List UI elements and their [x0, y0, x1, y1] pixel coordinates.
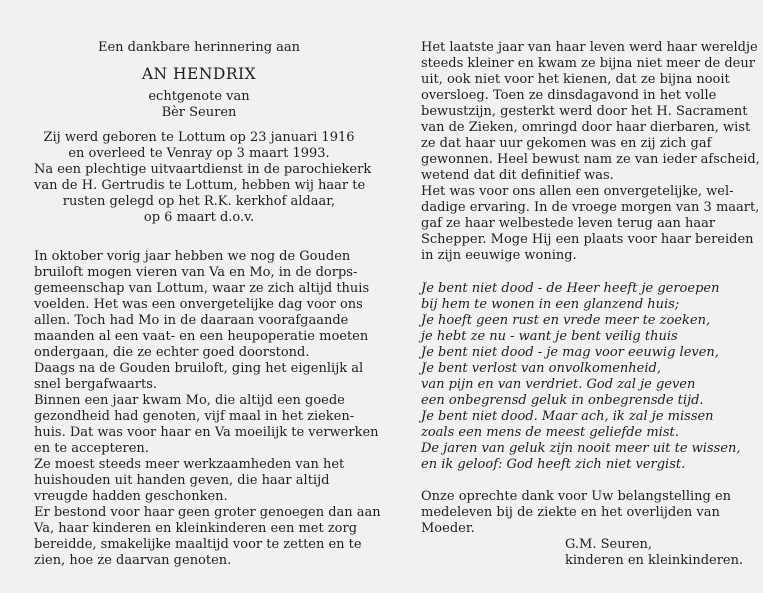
signature-line: G.M. Seuren,: [565, 537, 653, 552]
body-line: wetend dat dit definitief was.: [421, 168, 614, 183]
details-line: Zij werd geboren te Lottum op 23 januari 1916: [43, 130, 355, 145]
body-line: huis. Dat was voor haar en Va moeilijk te verwerken: [34, 425, 379, 440]
body-line: in zijn eeuwige woning.: [421, 248, 577, 263]
body-line: Er bestond voor haar geen groter genoegen dan aan: [34, 505, 381, 520]
body-line: bewustzijn, gesterkt werd door het H. Sacrament: [421, 104, 748, 119]
poem-line: je hebt ze nu - want je bent veilig thuis: [421, 329, 678, 344]
body-line: Ze moest steeds meer werkzaamheden van het: [34, 457, 345, 472]
body-line: zien, hoe ze daarvan genoten.: [34, 553, 232, 568]
signature-line: kinderen en kleinkinderen.: [565, 553, 744, 568]
body-line: allen. Toch had Mo in de daaraan voorafgaande: [34, 313, 349, 328]
body-line: oversloeg. Toen ze dinsdagavond in het volle: [421, 88, 717, 103]
husband-name: Bèr Seuren: [161, 105, 237, 120]
poem-line: bij hem te wonen in een glanzend huis;: [421, 297, 680, 312]
details-line: op 6 maart d.o.v.: [143, 210, 255, 225]
body-line: maanden al een vaat- en een heupoperatie moeten: [34, 329, 369, 344]
poem-line: Je bent niet dood. Maar ach, ik zal je missen: [421, 409, 714, 424]
body-line: bereidde, smakelijke maaltijd voor te zetten en te: [34, 537, 362, 552]
details-line: rusten gelegd op het R.K. kerkhof aldaar,: [62, 194, 336, 209]
body-line: gewonnen. Heel bewust nam ze van ieder afscheid,: [421, 152, 760, 167]
body-line: Schepper. Moge Hij een plaats voor haar bereiden: [421, 232, 754, 247]
poem-line: Je hoeft geen rust en vrede meer te zoeken,: [421, 313, 711, 328]
body-line: In oktober vorig jaar hebben we nog de Gouden: [34, 249, 351, 264]
body-line: gemeenschap van Lottum, waar ze zich altijd thuis: [34, 281, 370, 296]
body-line: uit, ook niet voor het kienen, dat ze bijna nooit: [421, 72, 730, 87]
poem-line: en ik geloof: God heeft zich niet vergist.: [421, 457, 686, 472]
body-line: van de Zieken, omringd door haar dierbaren, wist: [421, 120, 751, 135]
body-line: ze dat haar uur gekomen was en zij zich gaf: [421, 136, 712, 151]
body-line: gezondheid had genoten, vijf maal in het zieken-: [34, 409, 355, 424]
intro-line: Een dankbare herinnering aan: [97, 40, 301, 55]
relation-line: echtgenote van: [148, 89, 250, 104]
details-line: en overleed te Venray op 3 maart 1993.: [68, 146, 330, 161]
body-line: Va, haar kinderen en kleinkinderen een met zorg: [34, 521, 358, 536]
poem-line: Je bent verlost van onvolkomenheid,: [421, 361, 661, 376]
poem-line: De jaren van geluk zijn nooit meer uit te wissen,: [421, 441, 741, 456]
body-line: voelden. Het was een onvergetelijke dag voor ons: [34, 297, 363, 312]
deceased-name: AN HENDRIX: [141, 65, 257, 83]
body-line: en te accepteren.: [34, 441, 149, 456]
poem-line: Je bent niet dood - de Heer heeft je geroepen: [421, 281, 720, 296]
poem-line: zoals een mens de meest geliefde mist.: [421, 425, 679, 440]
poem-line: Je bent niet dood - je mag voor eeuwig leven,: [421, 345, 719, 360]
details-line: van de H. Gertrudis te Lottum, hebben wij haar te: [34, 178, 366, 193]
body-line: Het laatste jaar van haar leven werd haar wereldje: [421, 40, 758, 55]
body-line: Daags na de Gouden bruiloft, ging het eigenlijk al: [34, 361, 364, 376]
details-line: Na een plechtige uitvaartdienst in de parochiekerk: [34, 162, 372, 177]
body-line: gaf ze haar welbestede leven terug aan haar: [421, 216, 716, 231]
body-line: Binnen een jaar kwam Mo, die altijd een goede: [34, 393, 345, 408]
poem-line: een onbegrensd geluk in onbegrensde tijd.: [421, 393, 704, 408]
body-line: huishouden uit handen geven, die haar altijd: [34, 473, 330, 488]
thanks-line: Moeder.: [421, 521, 475, 536]
thanks-line: medeleven bij de ziekte en het overlijden van: [421, 505, 720, 520]
thanks-line: Onze oprechte dank voor Uw belangstelling en: [421, 489, 732, 504]
body-line: bruiloft mogen vieren van Va en Mo, in de dorps-: [34, 265, 358, 280]
body-line: dadige ervaring. In de vroege morgen van 3 maart,: [421, 200, 760, 215]
body-line: steeds kleiner en kwam ze bijna niet meer de deur: [421, 56, 755, 71]
body-line: snel bergafwaarts.: [34, 377, 158, 392]
body-line: Het was voor ons allen een onvergetelijke, wel-: [421, 184, 734, 199]
poem-line: van pijn en van verdriet. God zal je geven: [421, 377, 696, 392]
body-line: vreugde hadden geschonken.: [34, 489, 228, 504]
body-line: ondergaan, die ze echter goed doorstond.: [34, 345, 310, 360]
